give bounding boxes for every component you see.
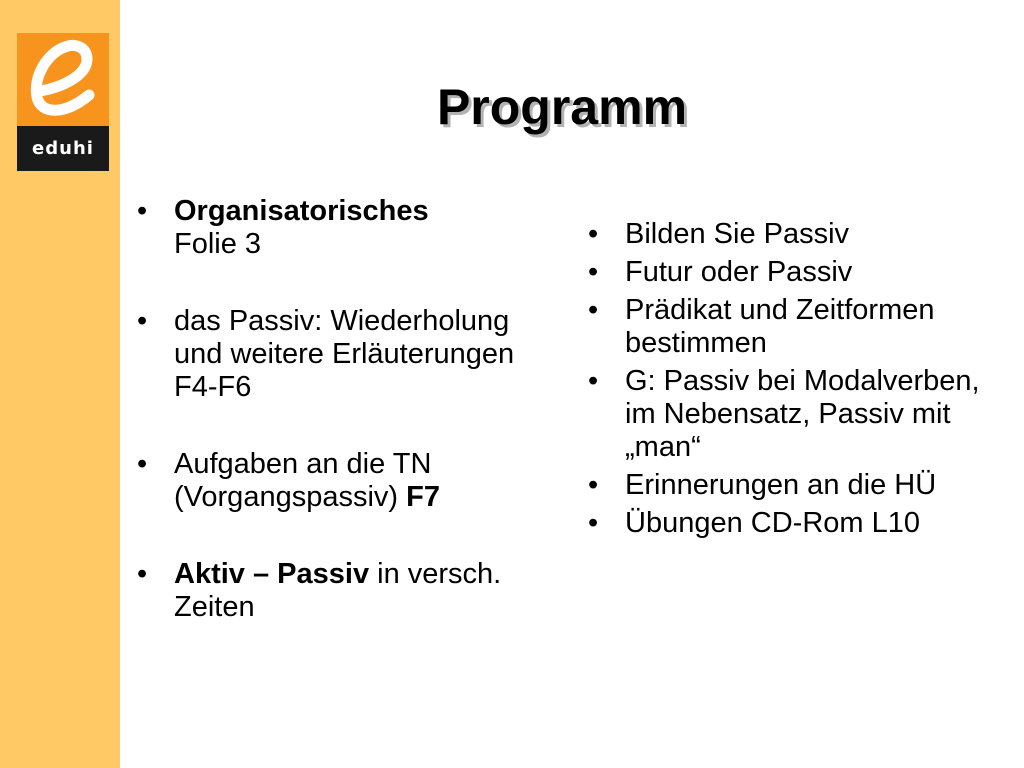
- right-bullet-list: [588, 218, 1008, 545]
- eduhi-logo: [17, 33, 109, 171]
- item-text: das Passiv: Wiederholung und weitere Erläuterungen F4-F6: [174, 305, 515, 403]
- bullet-icon: •: [588, 256, 599, 288]
- item-text: Übungen CD-Rom L10: [625, 507, 920, 539]
- list-item: [588, 218, 1008, 251]
- list-item: [588, 507, 1008, 540]
- sidebar-strip: [0, 0, 120, 768]
- item-text: Futur oder Passiv: [625, 256, 853, 288]
- item-text: Erinnerungen an die HÜ: [625, 469, 937, 501]
- list-item: [588, 365, 1008, 464]
- item-text: G: Passiv bei Modalverben, im Nebensatz, Passiv mit „man“: [625, 365, 980, 463]
- bullet-icon: •: [588, 365, 599, 397]
- list-item: [588, 256, 1008, 289]
- item-text: Bilden Sie Passiv: [625, 218, 850, 250]
- bullet-icon: •: [137, 305, 148, 337]
- item-bold-text: Organisatorisches: [174, 195, 429, 227]
- item-text: Prädikat und Zeitformen bestimmen: [625, 294, 935, 359]
- list-item: [137, 195, 527, 261]
- logo-wordmark: eduhi: [17, 126, 109, 171]
- bullet-icon: •: [588, 469, 599, 501]
- list-item: [137, 448, 527, 514]
- item-text: Aufgaben an die TN (Vorgangspassiv): [174, 448, 432, 513]
- bullet-icon: •: [588, 294, 599, 326]
- bullet-icon: •: [588, 507, 599, 539]
- bullet-icon: •: [137, 558, 148, 590]
- list-item: [588, 294, 1008, 360]
- item-bold-text: F7: [406, 481, 440, 513]
- item-text: in versch. Zeiten: [174, 558, 502, 623]
- left-bullet-list: [137, 195, 527, 668]
- list-item: [137, 305, 527, 404]
- item-text: Folie 3: [174, 228, 262, 260]
- list-item: [137, 558, 527, 624]
- logo-e-icon: [17, 33, 109, 126]
- bullet-icon: •: [137, 195, 148, 227]
- bullet-icon: •: [137, 448, 148, 480]
- item-bold-text: Aktiv – Passiv: [174, 558, 370, 590]
- bullet-icon: •: [588, 218, 599, 250]
- list-item: [588, 469, 1008, 502]
- slide-title: Programm: [436, 79, 688, 135]
